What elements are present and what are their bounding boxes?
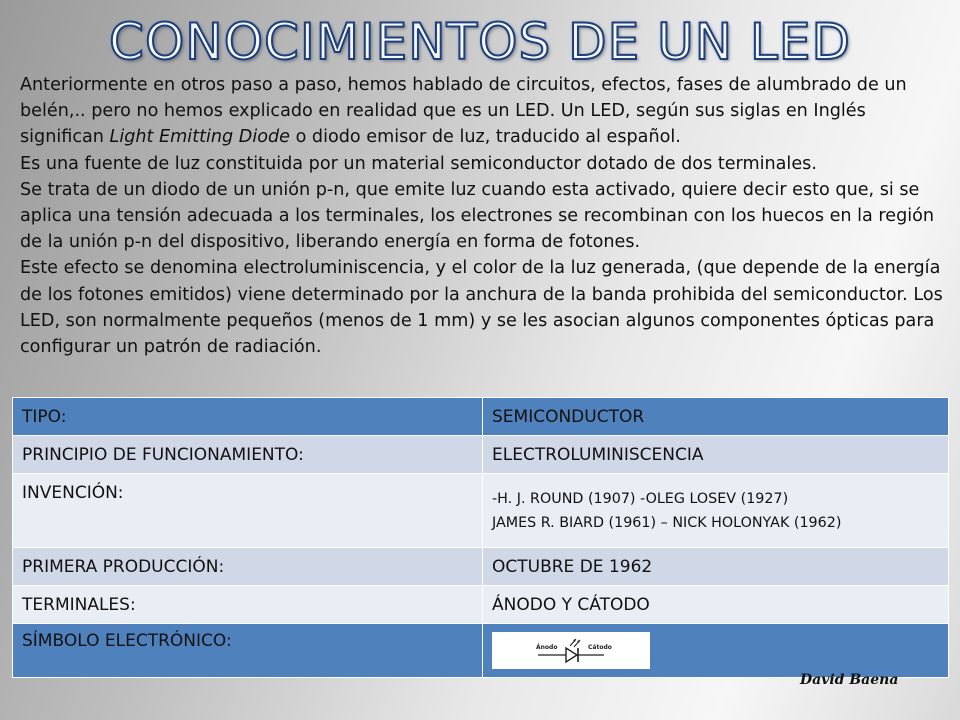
table-row <box>13 398 949 436</box>
page-title: CONOCIMIENTOS DE UN LED <box>109 13 851 71</box>
inventors-line-1: -H. J. ROUND (1907) -OLEG LOSEV (1927) <box>492 490 789 507</box>
intro-text-segment: o diodo emisor de luz, traducido al español. <box>289 127 681 148</box>
row-value: OCTUBRE DE 1962 <box>483 548 949 586</box>
intro-paragraph-1 <box>20 72 945 151</box>
intro-paragraph-2: Es una fuente de luz constituida por un material semiconductor dotado de dos terminales. <box>20 153 817 174</box>
table-row <box>13 436 949 474</box>
row-label: TIPO: <box>13 398 483 436</box>
table-row <box>13 586 949 624</box>
led-symbol-icon <box>492 632 650 669</box>
row-value <box>483 624 949 678</box>
row-label: TERMINALES: <box>13 586 483 624</box>
table-row <box>13 474 949 548</box>
row-value: ÁNODO Y CÁTODO <box>483 586 949 624</box>
row-value <box>483 474 949 548</box>
symbol-cathode-label: Cátodo <box>588 644 612 651</box>
led-info-table <box>12 397 949 678</box>
intro-text <box>20 72 945 360</box>
row-label: PRINCIPIO DE FUNCIONAMIENTO: <box>13 436 483 474</box>
led-symbol-image <box>492 632 650 669</box>
intro-paragraph-3: Se trata de un diodo de un unión p-n, que emite luz cuando esta activado, quiere decir esto que, si se aplica una tensión adecuada a los terminales, los electrones se recombinan con los huecos en la región de la unión p-n del dispositivo, liberando energía en forma de fotones. <box>20 179 935 253</box>
symbol-anode-label: Ánodo <box>536 644 558 651</box>
inventors-line-2: JAMES R. BIARD (1961) – NICK HOLONYAK (1962) <box>492 514 842 531</box>
table-row <box>13 548 949 586</box>
table-row <box>13 624 949 678</box>
intro-italic-term: Light Emitting Diode <box>109 127 290 148</box>
row-label: PRIMERA PRODUCCIÓN: <box>13 548 483 586</box>
row-value: ELECTROLUMINISCENCIA <box>483 436 949 474</box>
intro-paragraph-4: Este efecto se denomina electroluminiscencia, y el color de la luz generada, (que depende de la energía de los fotones emitidos) viene determinado por la anchura de la banda prohibida del semiconductor. Los LED, son normalmente pequeños (menos de 1 mm) y se les asocian algunos componentes ópticas para configurar un patrón de radiación. <box>20 258 943 358</box>
intro-text-segment: Anteriormente en otros paso a paso, hemos hablado de circuitos, efectos, fases de alumbrado de un belén,.. pero no hemos explicado en realidad que es un LED. Un LED, según sus siglas en Inglés significan <box>20 75 907 148</box>
row-value: SEMICONDUCTOR <box>483 398 949 436</box>
row-label: SÍMBOLO ELECTRÓNICO: <box>13 624 483 678</box>
author-signature: David Baena <box>800 672 899 688</box>
row-label: INVENCIÓN: <box>13 474 483 548</box>
